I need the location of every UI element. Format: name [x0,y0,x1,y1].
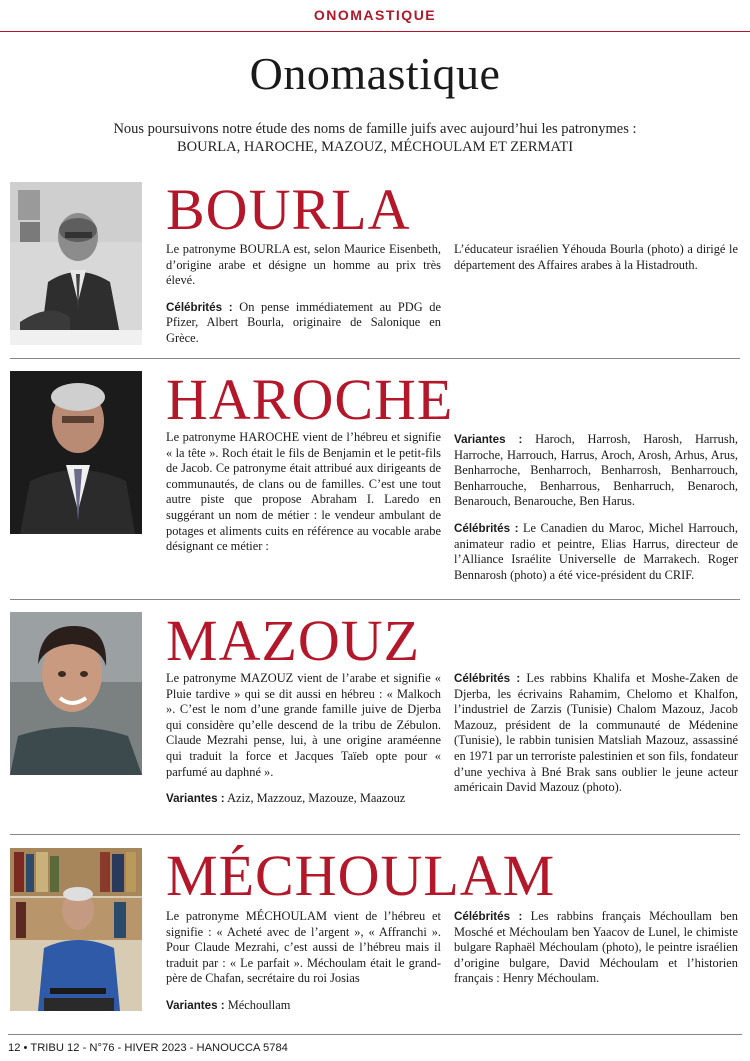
mazouz-celebrities [454,671,738,796]
mazouz-left-column [166,671,441,818]
surname-mechoulam: MÉCHOULAM [166,843,556,908]
bourla-right-column [454,242,738,284]
celebrities-label: Célébrités : [454,672,521,685]
haroche-origin-text: Le patronyme HAROCHE vient de l’hébreu et signifie « la tête ». Roch était le fils de Benjamin et le petit-fils de Jacob. Ce patronyme était attribué aux dirigeants de communautés, de clans ou de familles. C’est une tout autre piste que propose Abraham I. Laredo en suggérant un nom de métier : le vendeur ambulant de potages et aliments cuits en référence au vocable arabe désignant ce métier : [166,430,441,554]
haroche-right-column [454,432,738,594]
mazouz-variants [166,791,441,807]
surname-bourla: BOURLA [166,177,411,242]
surname-haroche: HAROCHE [166,367,454,432]
mechoulam-variants [166,998,441,1014]
haroche-celebrities [454,521,738,583]
variants-label: Variantes : [166,792,225,806]
mechoulam-right-column [454,909,738,998]
celebrities-label: Célébrités : [454,521,519,535]
bourla-celebrities-text: On pense immédiatement au PDG de Pfizer, Albert Bourla, originaire de Salonique en Grèce. [166,299,441,345]
mazouz-photo [10,612,142,775]
mechoulam-photo [10,848,142,1011]
surname-mazouz: MAZOUZ [166,608,421,673]
mazouz-celebrities-text: Les rabbins Khalifa et Moshe-Zaken de Djerba, les écrivains Rahamim, Chelomo et Khalfon, l’industriel de Zarzis (Tunisie) Chalom Mazouz, Jacob Mazouz, président de la communauté de Médenine (Tunisie), le rabbin tunisien Matsliah Mazouz, assassiné en 1971 par un terroriste palestinien et son fils, fondateur d’une yechiva à Bné Brak sans oublier le jeune acteur américain David Mazouz (photo). [454,671,738,795]
divider [10,599,740,600]
mazouz-origin-text: Le patronyme MAZOUZ vient de l’arabe et signifie « Pluie tardive » qui se dit aussi en hébreu : « Malkoch ». C’est le nom d’une grande famille juive de Djerba qui considère qu’elle descend de la tribu de Zébulon. Claude Mezrahi pense, lui, à une origine araméenne qui traduit la force et Jacques Taïeb opte pour « parfumé au daphné ». [166,671,441,779]
variants-label: Variantes : [454,433,523,446]
divider [10,358,740,359]
bourla-photo [10,182,142,345]
celebrities-label: Célébrités : [454,910,523,923]
mazouz-right-column [454,671,738,807]
variants-label: Variantes : [166,998,225,1012]
bourla-left-column [166,242,441,358]
mechoulam-celebrities-text: Les rabbins français Méchoullam ben Mosché et Méchoulam ben Yaacov de Lunel, le chimiste bulgare Raphaël Méchoulam (photo), le peintre israélien d’origine bulgare, David Méchoulam et l’historien français : Henry Méchoulam. [454,909,738,986]
intro-line-2: BOURLA, HAROCHE, MAZOUZ, MÉCHOULAM ET ZERMATI [176,139,574,155]
mazouz-variants-text: Aziz, Mazzouz, Mazouze, Maazouz [227,791,406,806]
section-label: ONOMASTIQUE [313,7,437,23]
intro-line-1: Nous poursuivons notre étude des noms de famille juifs avec aujourd’hui les patronymes : [113,121,637,137]
mechoulam-left-column [166,909,441,1025]
divider [10,834,740,835]
celebrities-label: Célébrités : [166,300,233,314]
haroche-variants [454,432,738,510]
page-footer: 12 • TRIBU 12 - N°76 - HIVER 2023 - HANOUCCA 5784 [8,1042,288,1054]
bourla-educator-text: L’éducateur israélien Yéhouda Bourla (photo) a dirigé le département des Affaires arabes à la Histadrouth. [454,242,738,272]
haroche-celebrities-text: Le Canadien du Maroc, Michel Harrouch, animateur radio et peintre, Elias Harrus, directeur de l’Alliance Israélite Universelle de Marrakech. Roger Bennarosh (photo) a été vice-président du CRIF. [454,520,738,582]
haroche-variants-text: Haroch, Harrosh, Harosh, Harrush, Harroche, Harrouch, Harrus, Aroch, Arosh, Arhus, Arus, Benharroche, Benharroch, Benharrosh, Benharrouch, Benharrouche, Benharrous, Benharruch, Benaroch, Benarouch, Benarouche, Ben Harus. [454,432,738,509]
intro [0,120,750,156]
haroche-left-column [166,430,441,566]
footer-rule [8,1034,742,1035]
section-header [0,0,750,32]
mechoulam-celebrities [454,909,738,987]
bourla-origin-text: Le patronyme BOURLA est, selon Maurice Eisenbeth, d’origine arabe et désigne un homme au prix très élevé. [166,242,441,288]
haroche-photo [10,371,142,534]
bourla-celebrities [166,300,441,347]
mechoulam-variants-text: Méchoullam [227,997,291,1012]
page-title: Onomastique [249,48,501,99]
mechoulam-origin-text: Le patronyme MÉCHOULAM vient de l’hébreu et signifie : « Acheté avec de l’argent », « Affranchi ». Pour Claude Mezrahi, c’est aussi de l’hébreu mais il traduit par : « Le parfait ». Méchoulam était le grand-père de Chafan, secrétaire du roi Josias [166,909,441,986]
